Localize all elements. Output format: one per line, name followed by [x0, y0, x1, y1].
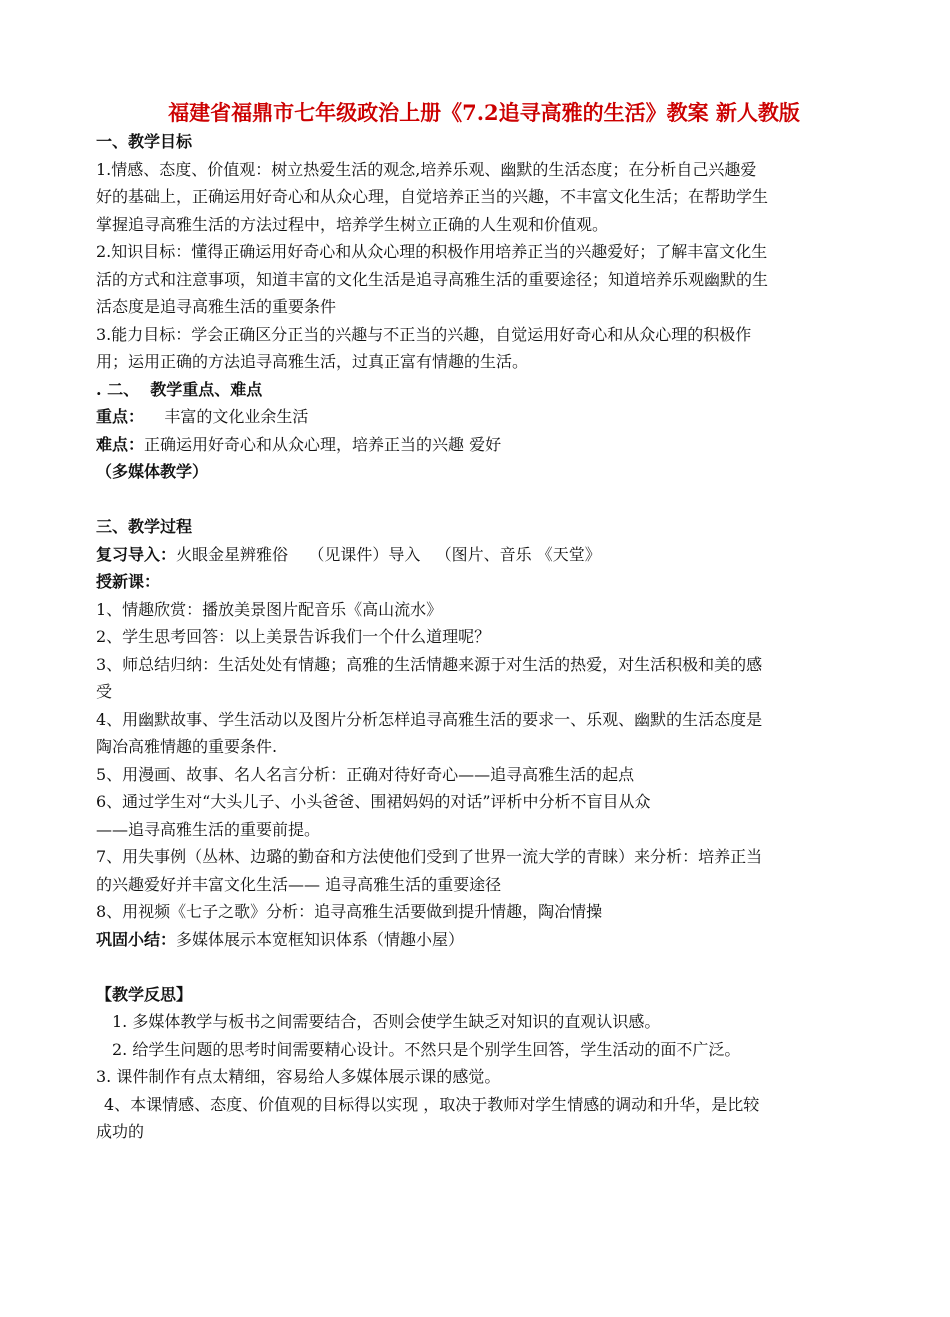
new-lesson-label: 授新课：	[96, 572, 161, 591]
objective-1-line-2: 好的基础上，正确运用好奇心和从众心理，自觉培养正当的兴趣，不丰富文化生活；在帮助学生	[96, 187, 769, 206]
process-item: 3、师总结归纳：生活处处有情趣；高雅的生活情趣来源于对生活的热爱，对生活积极和美的感	[96, 654, 763, 674]
process-item: 5、用漫画、故事、名人名言分析：正确对待好奇心——追寻高雅生活的起点	[96, 764, 635, 784]
objective-2-line-3: 活态度是追寻高雅生活的重要条件	[96, 297, 337, 316]
document-page	[96, 98, 856, 1146]
media-note: （多媒体教学）	[96, 462, 209, 481]
process-item: 6、通过学生对“大头儿子、小头爸爸、围裙妈妈的对话”评析中分析不盲目从众	[96, 792, 651, 811]
reflection-item-3: 3. 课件制作有点太精细，容易给人多媒体展示课的感觉。	[96, 1067, 501, 1086]
process-item: 2、学生思考回答：以上美景告诉我们一个什么道理呢？	[96, 627, 491, 646]
section-1-heading: 一、教学目标	[96, 132, 193, 151]
objective-3-line-1: 3.能力目标：学会正确区分正当的兴趣与不正当的兴趣，自觉运用好奇心和从众心理的积极作	[96, 324, 752, 344]
spacer	[96, 486, 856, 514]
process-item: 7、用失事例（丛林、边璐的勤奋和方法使他们受到了世界一流大学的青睐）来分析：培养正当	[96, 847, 763, 866]
objective-2-line-2: 活的方式和注意事项，知道丰富的文化生活是追寻高雅生活的重要途径；知道培养乐观幽默的生	[96, 269, 769, 289]
process-item: 8、用视频《七子之歌》分析：追寻高雅生活要做到提升情趣，陶冶情操	[96, 902, 603, 921]
review-intro-text: 火眼金星辨雅俗 （见课件）导入 （图片、音乐 《天堂》	[176, 544, 601, 564]
process-item: ——追寻高雅生活的重要前提。	[96, 819, 321, 839]
key-point	[96, 403, 856, 431]
section-3-heading: 三、教学过程	[96, 517, 193, 536]
reflection-item-4-line-2: 成功的	[96, 1122, 145, 1141]
spacer	[96, 953, 856, 981]
difficult-point	[96, 431, 856, 459]
review-intro-label: 复习导入：	[96, 544, 177, 564]
objective-2-line-1: 2.知识目标：懂得正确运用好奇心和从众心理的积极作用培养正当的兴趣爱好；了解丰富文化生	[96, 242, 768, 261]
summary-label: 巩固小结：	[96, 929, 177, 949]
objective-1-line-1: 1.情感、态度、价值观：树立热爱生活的观念,培养乐观、幽默的生活态度；在分析自己兴趣爱	[96, 159, 757, 179]
process-item: 的兴趣爱好并丰富文化生活—— 追寻高雅生活的重要途径	[96, 874, 502, 894]
key-point-label: 重点：	[96, 407, 145, 426]
objective-1-line-3: 掌握追寻高雅生活的方法过程中，培养学生树立正确的人生观和价值观。	[96, 214, 609, 234]
review-intro	[96, 541, 856, 569]
reflection-item-2: 2. 给学生问题的思考时间需要精心设计。不然只是个别学生回答，学生活动的面不广泛。	[112, 1039, 741, 1059]
process-item: 受	[96, 682, 113, 701]
key-point-text: 丰富的文化业余生活	[144, 407, 309, 426]
difficult-point-label: 难点：	[96, 434, 145, 454]
section-2-heading: . 二、 教学重点、难点	[96, 379, 263, 399]
difficult-point-text: 正确运用好奇心和从众心理，培养正当的兴趣 爱好	[144, 434, 502, 454]
objective-3-line-2: 用；运用正确的方法追寻高雅生活，过真正富有情趣的生活。	[96, 352, 529, 371]
summary	[96, 926, 856, 954]
process-item: 4、用幽默故事、学生活动以及图片分析怎样追寻高雅生活的要求一、乐观、幽默的生活态度是	[96, 709, 763, 729]
process-item: 陶冶高雅情趣的重要条件.	[96, 737, 278, 756]
document-title: 福建省福鼎市七年级政治上册《7.2追寻高雅的生活》教案 新人教版	[168, 100, 800, 125]
process-item: 1、情趣欣赏：播放美景图片配音乐《高山流水》	[96, 599, 443, 619]
reflection-item-1: 1. 多媒体教学与板书之间需要结合，否则会使学生缺乏对知识的直观认识感。	[112, 1012, 661, 1031]
reflection-item-4-line-1: 4、本课情感、态度、价值观的目标得以实现 ，取决于教师对学生情感的调动和升华，是比较	[104, 1094, 760, 1114]
summary-text: 多媒体展示本宽框知识体系（情趣小屋）	[176, 929, 465, 949]
reflection-heading: 【教学反思】	[96, 984, 193, 1004]
